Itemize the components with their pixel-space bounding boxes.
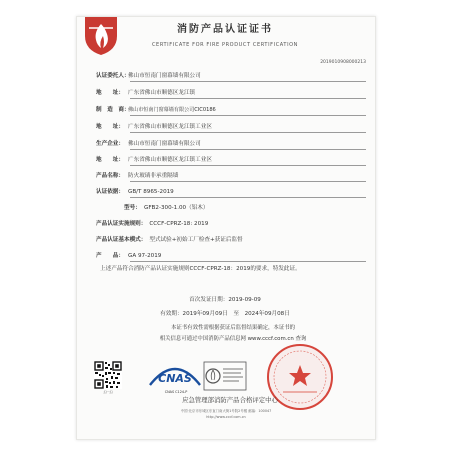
manufacturer-value: 佛山市恒南门窗幕墙有限公司CIC0186 — [128, 107, 216, 113]
footer-address: 中国·北京市东城区东直门南大街1号院2号楼 邮编：100047 — [180, 409, 272, 413]
model-label: 型号： — [124, 205, 141, 211]
manufacturer-address-row — [96, 122, 366, 132]
rules-value: CCCF-CPRZ-18: 2019 — [149, 221, 209, 227]
address-label: 地 址： — [96, 90, 124, 96]
address-value: 广东省佛山市顺德区龙江镇 — [128, 90, 196, 96]
manufacturer-address-value: 广东省佛山市顺德区龙江镇工业区 — [128, 124, 212, 130]
address-row — [96, 88, 366, 98]
cnas-accreditation-logo — [146, 361, 204, 389]
conformity-statement: 上述产品符合消防产品认证实施规则CCCF-CPRZ-18：2019的要求，特发此证。 — [100, 266, 301, 272]
product-standard-label: 产 品： — [96, 253, 124, 259]
rules-label: 产品认证实施规则： — [96, 221, 147, 227]
client-label: 认证委托人： — [96, 73, 130, 79]
standard-value: GB/T 8965-2019 — [128, 189, 174, 195]
factory-address-row — [96, 155, 366, 165]
footer-website: http://www.cccf.com.cn — [206, 415, 246, 419]
client-row — [96, 71, 366, 81]
validity-note-line-2: 相关信息可通过中国消防产品信息网 www.cccf.com.cn 查询 — [159, 336, 307, 342]
product-name-row — [96, 171, 366, 181]
underline — [130, 181, 366, 182]
validity-note-line-1: 本证书有效性需根据获证后监督结果确定，本证书的 — [171, 325, 295, 331]
product-name-label: 产品名称： — [96, 173, 124, 179]
product-certification-mark — [203, 361, 247, 391]
qr-caption: 扫一扫 — [103, 390, 113, 394]
mode-label: 产品认证基本模式： — [96, 237, 147, 243]
underline — [130, 165, 366, 166]
model-row — [96, 203, 366, 213]
underline — [130, 132, 366, 133]
rules-row — [96, 219, 366, 229]
product-standard-row — [96, 251, 366, 261]
first-issue-date: 首次发证日期：2019-09-09 — [189, 297, 261, 303]
underline — [130, 98, 366, 99]
underline — [130, 81, 366, 82]
product-name-value: 防火玻璃非承重隔墙 — [128, 173, 179, 179]
certificate-title: 消防产品认证证书 — [177, 24, 273, 35]
fire-certification-logo — [82, 14, 120, 56]
underline — [130, 197, 366, 198]
certificate-number: 2019010908000213 — [320, 60, 366, 65]
manufacturer-row — [96, 105, 366, 115]
qr-code-icon — [94, 361, 122, 389]
standard-row — [96, 187, 366, 197]
manufacturer-label: 制 造 商： — [96, 107, 130, 113]
product-standard-value: GA 97-2019 — [128, 253, 162, 259]
mode-value: 型式试验+初始工厂检查+获证后监督 — [149, 237, 243, 243]
factory-label: 生产企业： — [96, 141, 124, 147]
issuing-authority: 应急管理部消防产品合格评定中心 — [182, 396, 278, 404]
model-value: GFB2-300-1.00（铝木） — [144, 205, 209, 211]
underline — [130, 115, 366, 116]
mode-row — [96, 235, 366, 245]
factory-address-value: 广东省佛山市顺德区龙江镇工业区 — [128, 157, 212, 163]
svg-text:CNAS: CNAS — [158, 372, 192, 385]
validity-period: 有效期：2019年09月09日 至 2024年09月08日 — [160, 311, 290, 317]
standard-label: 认证依据： — [96, 189, 124, 195]
cnas-code: CNAS C124-P — [164, 390, 188, 394]
underline — [130, 261, 366, 262]
underline — [130, 149, 366, 150]
factory-value: 佛山市恒南门窗幕墙有限公司 — [128, 141, 201, 147]
factory-address-label: 地 址： — [96, 157, 124, 163]
manufacturer-address-label: 地 址： — [96, 124, 124, 130]
certificate-subtitle: CERTIFICATE FOR FIRE PRODUCT CERTIFICATION — [151, 42, 299, 48]
client-value: 佛山市恒南门窗幕墙有限公司 — [128, 73, 201, 79]
factory-row — [96, 139, 366, 149]
